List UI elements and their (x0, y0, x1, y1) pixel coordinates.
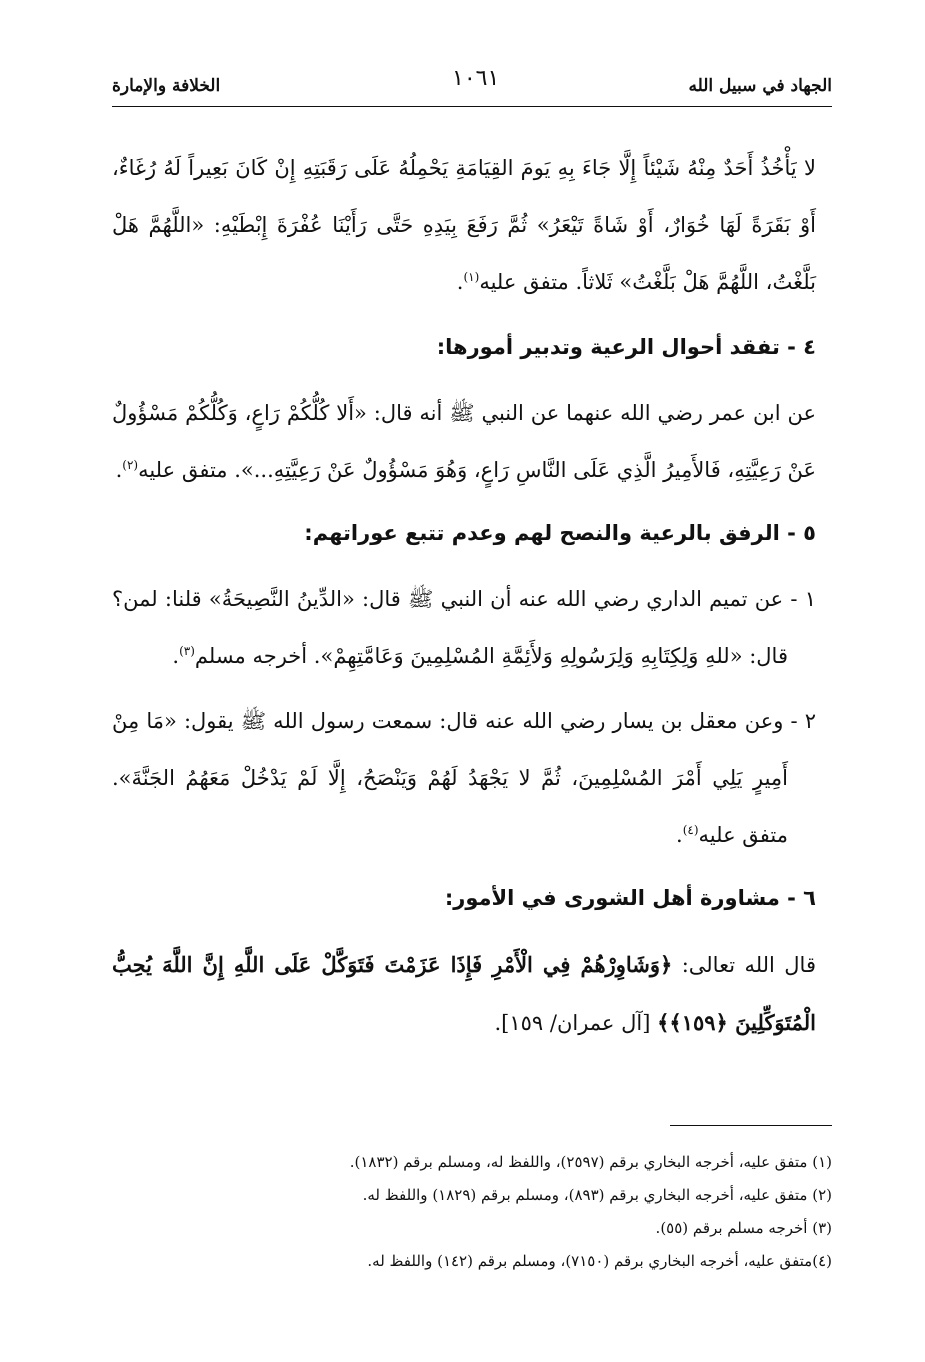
running-header (112, 66, 832, 106)
section-heading-5: ٥ - الرفق بالرعية والنصح لهم وعدم تتبع عوراتهم: (304, 521, 816, 545)
list-item-end: . (172, 644, 180, 668)
header-divider (112, 106, 832, 107)
list-item-2 (112, 693, 816, 864)
footnote-ref-4[interactable]: (٤) (682, 823, 699, 837)
list-item-1 (112, 571, 816, 685)
footnote-divider (670, 1125, 832, 1126)
paragraph-end: . (456, 270, 464, 294)
footnote-ref-3[interactable]: (٣) (179, 644, 195, 658)
main-text (112, 140, 816, 1060)
footnotes (112, 1146, 832, 1278)
section-heading-4: ٤ - تفقد أحوال الرعية وتدبير أمورها: (436, 335, 816, 359)
list-item-text: ١ - عن تميم الداري رضي الله عنه أن النبي ﷺ قال: «الدِّينُ النَّصِيحَةُ» قلنا: لمن؟ قال: «للهِ وَلِكِتَابِهِ وَلِرَسُولِهِ وَلأَئِمَّةِ المُسْلِمِينَ وَعَامَّتِهِمْ». أخرجه مسلم (112, 587, 816, 668)
list-item-text: ٢ - وعن معقل بن يسار رضي الله عنه قال: سمعت رسول الله ﷺ يقول: «مَا مِنْ أَمِيرٍ يَلِي أَمْرَ المُسْلِمِينَ، ثُمَّ لا يَجْهَدُ لَهُمْ وَيَنْصَحُ، إِلَّا لَمْ يَدْخُلْ مَعَهُمُ الجَنَّةَ». متفق عليه (112, 709, 816, 847)
paragraph-quran-verse (112, 936, 816, 1052)
verse-reference: [آل عمران/ ١٥٩]. (494, 1011, 658, 1035)
footnote-4: (٤)متفق عليه، أخرجه البخاري برقم (٧١٥٠)، ومسلم برقم (١٤٢) واللفظ له. (367, 1252, 832, 1270)
footnote-3: (٣) أخرجه مسلم برقم (٥٥). (655, 1219, 832, 1237)
page-number: ١٠٦١ (452, 66, 500, 91)
list-item-end: . (676, 823, 683, 847)
section-heading-6: ٦ - مشاورة أهل الشورى في الأمور: (444, 886, 816, 910)
paragraph-text: عن ابن عمر رضي الله عنهما عن النبي ﷺ أنه قال: «أَلا كُلُّكُمْ رَاعٍ، وَكُلُّكُمْ مَسْؤُولٌ عَنْ رَعِيَّتِهِ، فَالأَمِيرُ الَّذِي عَلَى النَّاسِ رَاعٍ، وَهُوَ مَسْؤُولٌ عَنْ رَعِيَّتِهِ...». متفق عليه (112, 401, 816, 482)
footnote-ref-2[interactable]: (٢) (122, 458, 139, 472)
paragraph-end: . (115, 458, 123, 482)
header-book-title: الجهاد في سبيل الله (688, 76, 832, 96)
footnote-1: (١) متفق عليه، أخرجه البخاري برقم (٢٥٩٧)، واللفظ له، ومسلم برقم (١٨٣٢). (349, 1153, 832, 1171)
footnote-2: (٢) متفق عليه، أخرجه البخاري برقم (٨٩٣)، ومسلم برقم (١٨٢٩) واللفظ له. (362, 1186, 832, 1204)
quran-verse: ﴿وَشَاوِرْهُمْ فِي الْأَمْرِ فَإِذَا عَزَمْتَ فَتَوَكَّلْ عَلَى اللَّهِ إِنَّ اللَّهَ يُحِبُّ الْمُتَوَكِّلِينَ ﴿١٥٩﴾﴾ (112, 952, 816, 1035)
paragraph-hadith-ra-in (112, 385, 816, 499)
header-chapter-title: الخلافة والإمارة (112, 76, 221, 96)
paragraph-text: لا يَأْخُذُ أَحَدٌ مِنْهُ شَيْئاً إِلَّا جَاءَ بِهِ يَومَ القِيَامَةِ يَحْمِلُهُ عَلَى رَقَبَتِهِ إِنْ كَانَ بَعِيراً لَهُ رُغَاءٌ، أَوْ بَقَرَةً لَهَا خُوَارٌ، أَوْ شَاةً تَيْعَرُ» ثُمَّ رَفَعَ بِيَدِهِ حَتَّى رَأَيْنَا عُفْرَةَ إِبْطَيْهِ: «اللَّهُمَّ هَلْ بَلَّغْتُ، اللَّهُمَّ هَلْ بَلَّغْتُ» ثَلاثاً. متفق عليه (112, 156, 816, 294)
footnote-ref-1[interactable]: (١) (463, 270, 480, 284)
paragraph-hadith-ghulul (112, 140, 816, 311)
verse-intro: قال الله تعالى: (672, 953, 816, 977)
